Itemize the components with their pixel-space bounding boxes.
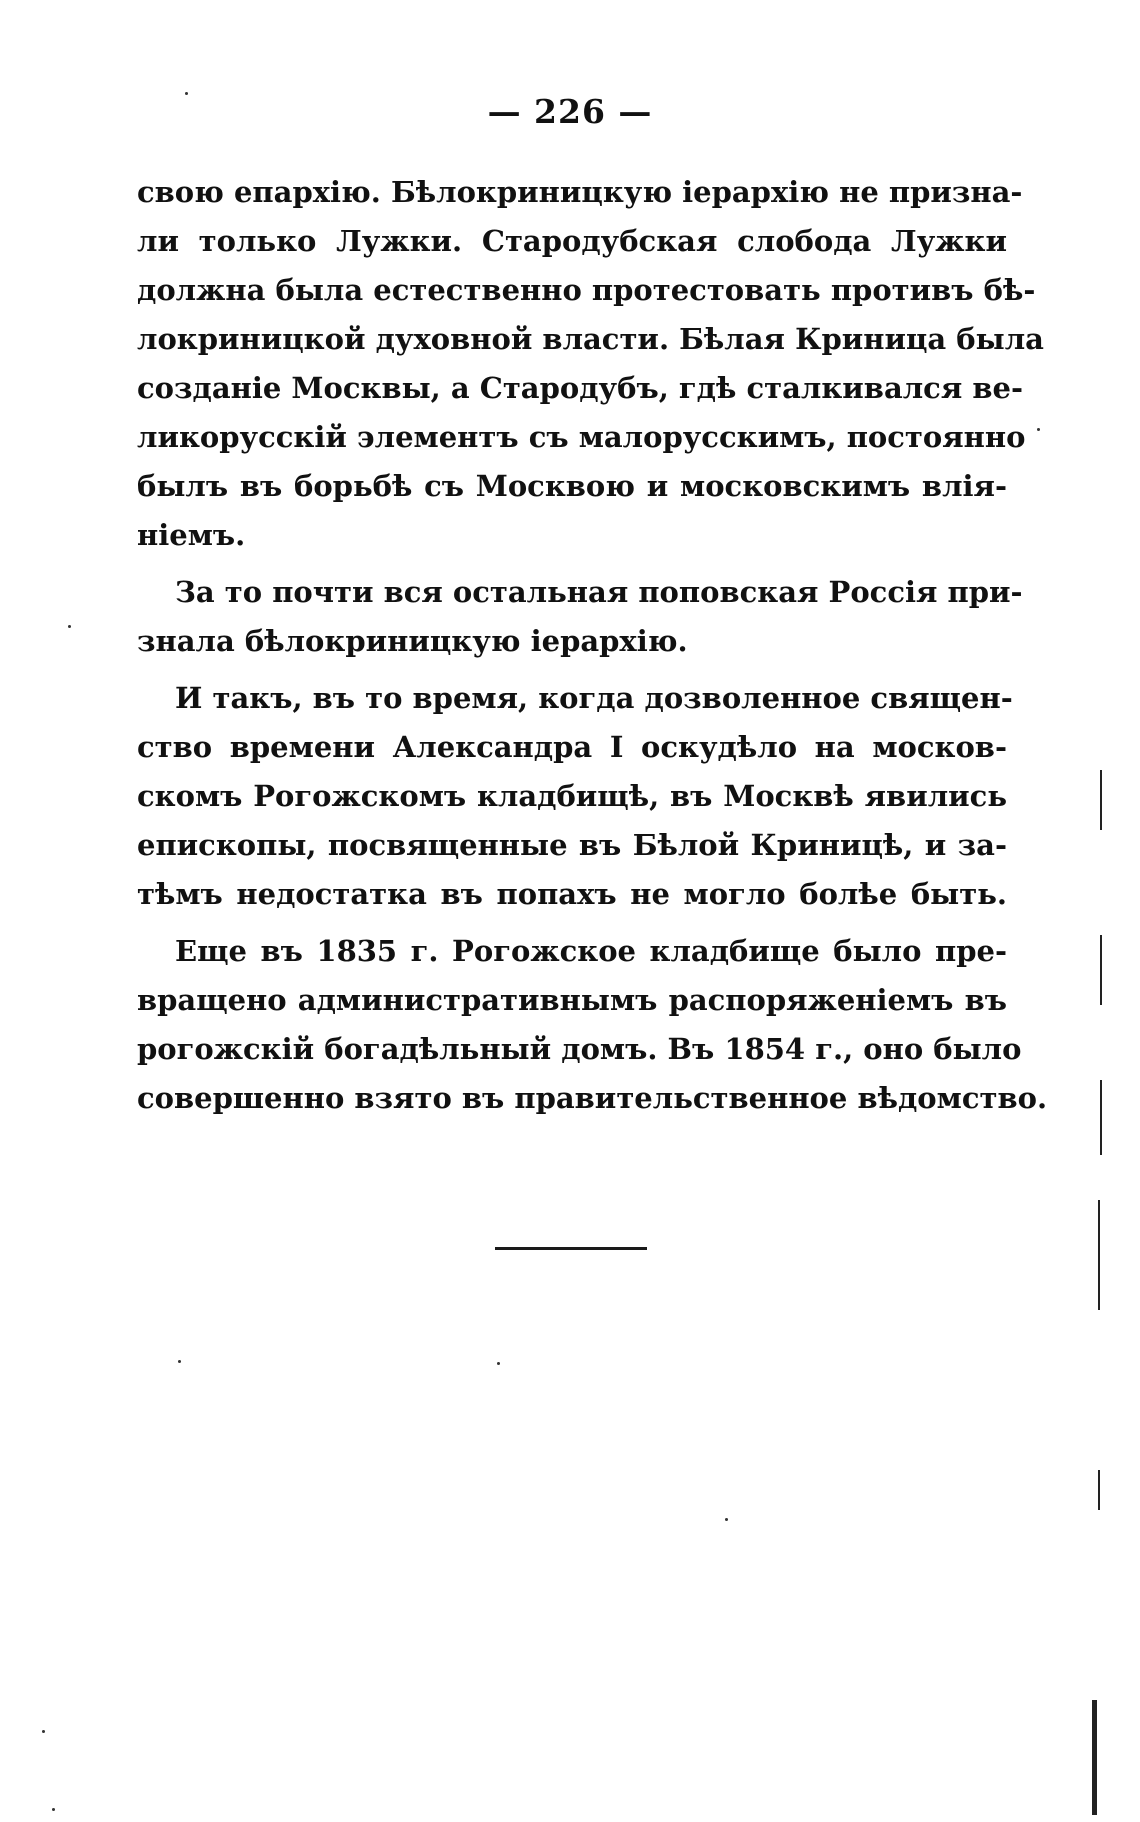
scan-edge-mark [1100,770,1102,830]
text-line: тѣмъ недостатка въ попахъ не могло болѣе быть. [137,877,1007,911]
paragraph [137,568,1023,666]
scan-edge-mark [1100,935,1102,1005]
body-text [137,168,1048,1123]
text-line: За то почти вся остальная поповская Россія при- [175,575,1023,609]
text-line: свою епархію. Бѣлокриницкую іерархію не призна- [137,175,1023,209]
scan-speck [1037,428,1040,431]
scan-speck [725,1518,728,1521]
text-line: совершенно взято въ правительственное вѣдомство. [137,1081,1048,1115]
scan-speck [52,1808,55,1811]
scan-edge-mark [1092,1700,1097,1815]
text-line: ніемъ. [137,518,246,552]
text-line: ликорусскій элементъ съ малорусскимъ, постоянно [137,420,1026,454]
text-line: епископы, посвященные въ Бѣлой Криницѣ, и за- [137,828,1007,862]
text-line: вращено административнымъ распоряженіемъ въ [137,983,1007,1017]
text-line: ство времени Александра I оскудѣло на москов- [137,730,1007,764]
text-line: Еще въ 1835 г. Рогожское кладбище было пре- [175,934,1007,968]
text-line: созданіе Москвы, а Стародубъ, гдѣ сталкивался ве- [137,371,1024,405]
scan-speck [178,1360,181,1363]
text-line: рогожскій богадѣльный домъ. Въ 1854 г., оно было [137,1032,1022,1066]
scan-speck [497,1362,500,1365]
text-line: знала бѣлокриницкую іерархію. [137,624,688,658]
text-line: должна была естественно протестовать противъ бѣ- [137,273,1036,307]
scan-speck [42,1730,45,1733]
scan-edge-mark [1098,1470,1100,1510]
paragraph [137,674,1013,919]
text-line: скомъ Рогожскомъ кладбищѣ, въ Москвѣ явились [137,779,1007,813]
paragraph [137,927,1048,1123]
section-end-rule [495,1247,647,1250]
scan-edge-mark [1100,1080,1102,1155]
text-line: ли только Лужки. Стародубская слобода Лужки [137,224,1007,258]
scan-edge-mark [1098,1200,1100,1310]
page-number: — 226 — [487,92,653,131]
text-line: былъ въ борьбѣ съ Москвою и московскимъ влія- [137,469,1007,503]
text-line: И такъ, въ то время, когда дозволенное священ- [175,681,1013,715]
paragraph [137,168,1044,560]
scan-speck [68,625,71,628]
scan-speck [185,92,188,95]
text-line: локриницкой духовной власти. Бѣлая Криница была [137,322,1044,356]
